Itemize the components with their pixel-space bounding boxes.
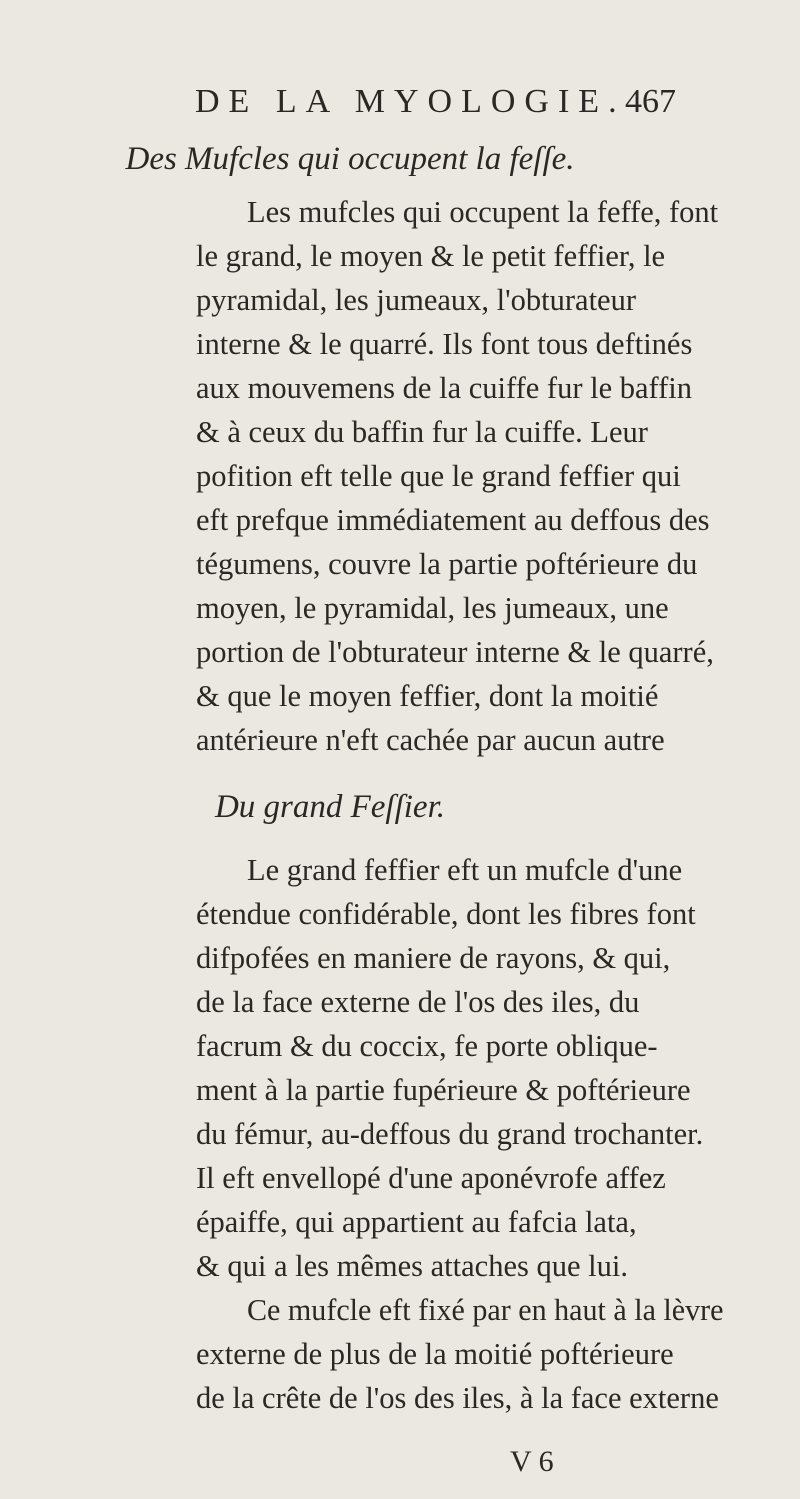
text-line: interne & le quarré. Ils font tous deftinés xyxy=(196,327,693,361)
text-line: Le grand feffier eft un mufcle d'une xyxy=(247,853,683,887)
text-line: externe de plus de la moitié poftérieure xyxy=(196,1337,674,1371)
text-line: & à ceux du baffin fur la cuiffe. Leur xyxy=(196,415,648,449)
text-line: pyramidal, les jumeaux, l'obturateur xyxy=(196,283,636,317)
text-line: & qui a les mêmes attaches que lui. xyxy=(196,1249,628,1283)
running-head xyxy=(0,72,800,132)
text-line: Les mufcles qui occupent la feffe, font xyxy=(247,195,719,229)
text-line: le grand, le moyen & le petit feffier, le xyxy=(196,239,666,273)
text-line: eft prefque immédiatement au deffous des xyxy=(196,503,710,537)
text-line: de la crête de l'os des iles, à la face externe xyxy=(196,1381,719,1415)
text-line: ment à la partie fupérieure & poftérieure xyxy=(196,1073,691,1107)
text-line: portion de l'obturateur interne & le quarré, xyxy=(196,635,714,669)
signature-mark: V 6 xyxy=(510,1445,554,1478)
text-line: difpofées en maniere de rayons, & qui, xyxy=(196,941,671,975)
text-line: étendue confidérable, dont les fibres font xyxy=(196,897,696,931)
text-line: épaiffe, qui appartient au fafcia lata, xyxy=(196,1205,637,1239)
section-title-muscles-of-buttock: Des Mufcles qui occupent la feſſe. xyxy=(125,141,575,177)
running-title: DE LA MYOLOGIE. xyxy=(195,83,626,120)
text-line: tégumens, couvre la partie poftérieure du xyxy=(196,547,698,581)
text-line: Ce mufcle eft fixé par en haut à la lèvre xyxy=(247,1293,724,1327)
text-line: de la face externe de l'os des iles, du xyxy=(196,985,640,1019)
page-number: 467 xyxy=(625,83,676,120)
text-line: & que le moyen feffier, dont la moitié xyxy=(196,679,659,713)
text-line: antérieure n'eft cachée par aucun autre xyxy=(196,723,665,757)
text-line: Il eft envellopé d'une aponévrofe affez xyxy=(196,1161,666,1195)
text-line: facrum & du coccix, fe porte oblique- xyxy=(196,1029,658,1063)
text-line: du fémur, au-deffous du grand trochanter. xyxy=(196,1117,704,1151)
text-line: aux mouvemens de la cuiffe fur le baffin xyxy=(196,371,693,405)
section-title-gluteus-maximus: Du grand Feſſier. xyxy=(214,789,446,825)
text-line: moyen, le pyramidal, les jumeaux, une xyxy=(196,591,669,625)
text-line: pofition eft telle que le grand feffier qui xyxy=(196,459,681,493)
